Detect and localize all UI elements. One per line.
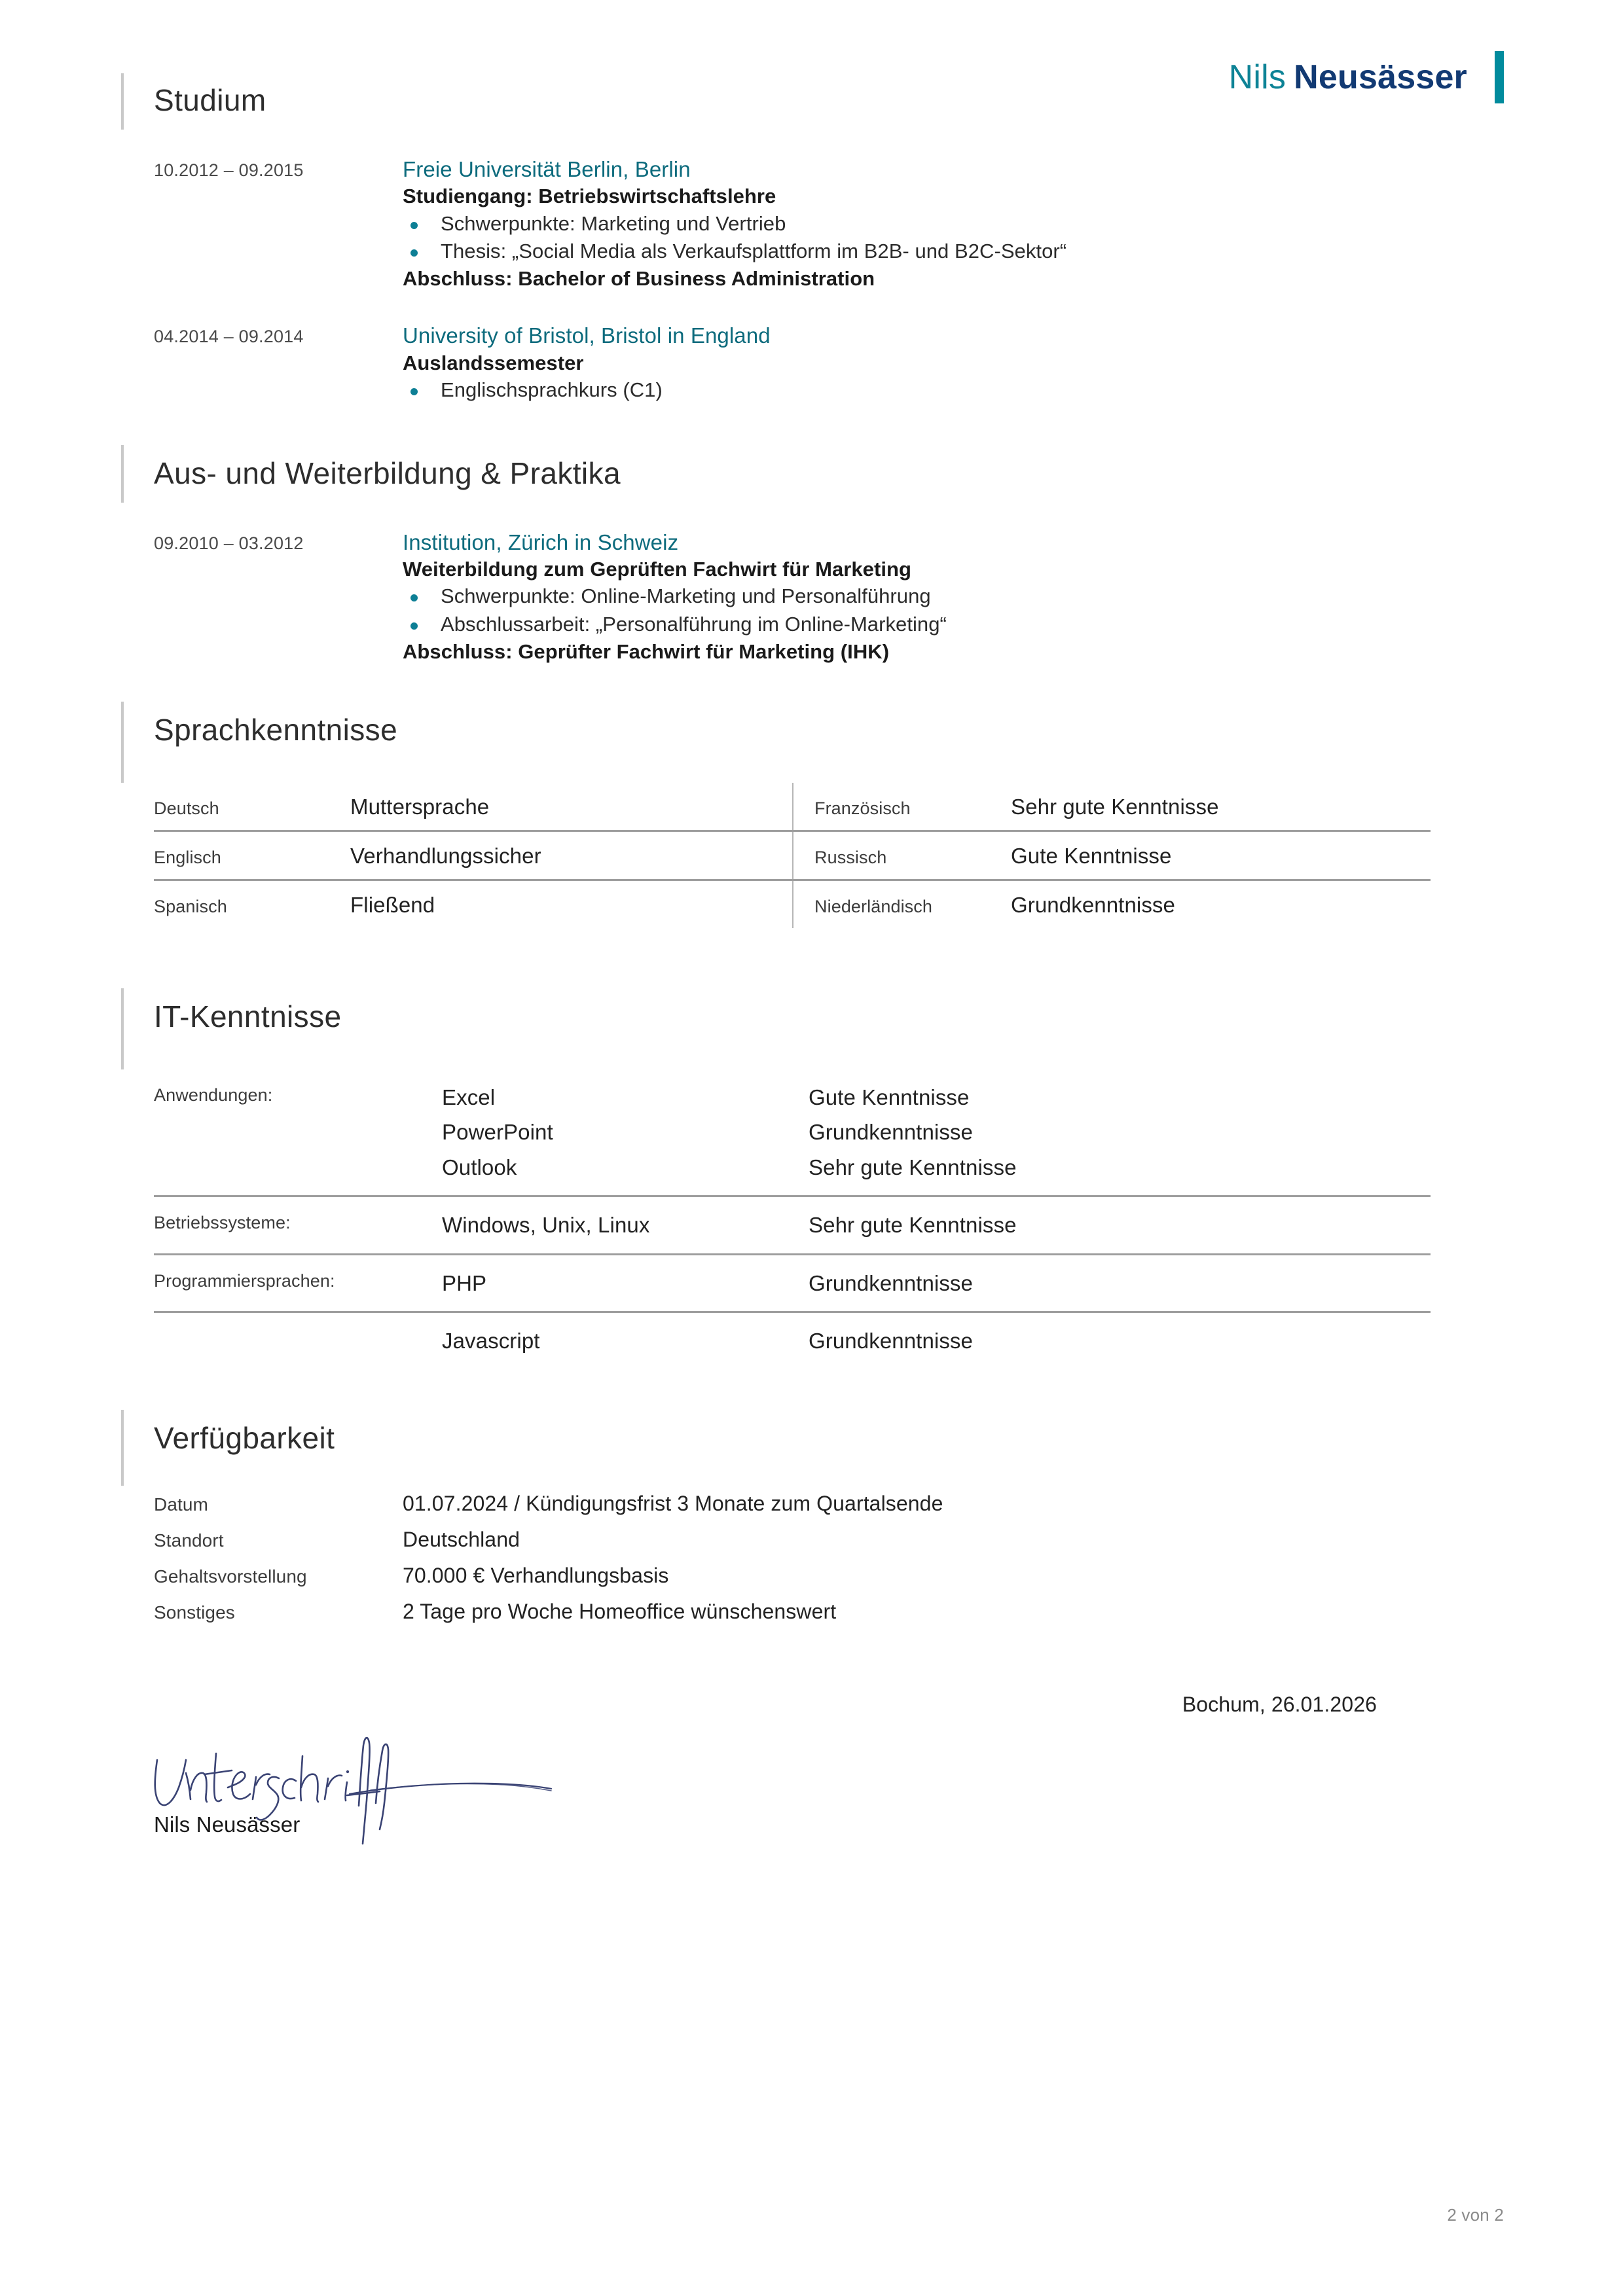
- candidate-first-name: Nils: [1228, 58, 1286, 96]
- it-category-label: Programmiersprachen:: [154, 1270, 335, 1291]
- table-row: [154, 1594, 1496, 1630]
- entry-date: 09.2010 – 03.2012: [154, 533, 304, 553]
- section-sprachkenntnisse: [121, 702, 1496, 928]
- language-name: Niederländisch: [814, 897, 932, 917]
- entry-body: [403, 322, 1496, 404]
- section-it-kenntnisse-head: [121, 988, 1496, 1069]
- section-verfuegbarkeit-head: [121, 1410, 1496, 1486]
- availability-label: Datum: [154, 1494, 208, 1515]
- language-name: Französisch: [814, 798, 911, 819]
- entry-organization: Institution, Zürich in Schweiz: [403, 529, 679, 554]
- language-name: Spanisch: [154, 897, 227, 917]
- column-divider: [792, 832, 793, 879]
- language-cell-right: [792, 832, 1431, 879]
- column-divider: [792, 783, 793, 830]
- it-category-label: Betriebssysteme:: [154, 1213, 291, 1233]
- availability-value: Deutschland: [403, 1527, 520, 1551]
- entry-bullet-list: [403, 376, 1496, 404]
- it-items: [442, 1323, 1431, 1358]
- entry-bullet-list: [403, 583, 1496, 639]
- entry-studium-0: [121, 156, 1496, 292]
- signature-printed-name: Nils Neusässer: [154, 1812, 301, 1837]
- table-row: [154, 1253, 1431, 1311]
- it-category-label: Anwendungen:: [154, 1085, 273, 1105]
- entry-degree: Abschluss: Geprüfter Fachwirt für Marketing (IHK): [403, 639, 890, 663]
- it-item: [442, 1323, 1431, 1358]
- table-row: [154, 1558, 1496, 1594]
- language-cell-left: [154, 832, 792, 879]
- availability-label: Gehaltsvorstellung: [154, 1566, 307, 1587]
- list-item: Schwerpunkte: Marketing und Vertrieb: [403, 210, 1496, 238]
- section-studium: [121, 73, 1496, 404]
- it-item-level: Grundkenntnisse: [809, 1120, 973, 1145]
- signature-block: [121, 1740, 1496, 1858]
- it-skills-table: [121, 1069, 1431, 1369]
- it-item: [442, 1150, 1431, 1185]
- it-item-name: PHP: [442, 1270, 487, 1295]
- cv-content: [121, 0, 1496, 1858]
- language-level: Sehr gute Kenntnisse: [1011, 795, 1219, 819]
- table-row: [154, 1486, 1496, 1522]
- section-it-kenntnisse: [121, 988, 1496, 1369]
- section-weiterbildung-title: Aus- und Weiterbildung & Praktika: [154, 456, 621, 490]
- entry-role: Weiterbildung zum Geprüften Fachwirt für Marketing: [403, 557, 911, 581]
- language-cell-right: [792, 881, 1431, 928]
- availability-value: 2 Tage pro Woche Homeoffice wünschenswert: [403, 1599, 837, 1623]
- table-row: [154, 1522, 1496, 1558]
- availability-table: [121, 1486, 1496, 1630]
- entry-body: [403, 156, 1496, 292]
- column-divider: [792, 881, 793, 928]
- language-name: Deutsch: [154, 798, 219, 819]
- it-item-name: Excel: [442, 1085, 496, 1110]
- section-it-kenntnisse-title: IT-Kenntnisse: [154, 999, 342, 1034]
- entry-bullet-list: [403, 210, 1496, 266]
- entry-organization: Freie Universität Berlin, Berlin: [403, 157, 691, 181]
- entry-studium-1: [121, 322, 1496, 404]
- candidate-last-name: Neusässer: [1294, 58, 1467, 96]
- availability-value: 01.07.2024 / Kündigungsfrist 3 Monate zum Quartalsende: [403, 1491, 943, 1515]
- it-item: [442, 1115, 1431, 1149]
- entry-date: 04.2014 – 09.2014: [154, 327, 304, 347]
- entry-degree: Abschluss: Bachelor of Business Administration: [403, 267, 875, 291]
- header-accent-bar: [1495, 51, 1504, 103]
- section-verfuegbarkeit-title: Verfügbarkeit: [154, 1420, 335, 1455]
- it-items: [442, 1266, 1431, 1300]
- it-category-label: [154, 1323, 442, 1358]
- section-verfuegbarkeit: [121, 1410, 1496, 1630]
- section-weiterbildung: [121, 445, 1496, 665]
- it-item-level: Sehr gute Kenntnisse: [809, 1213, 1017, 1238]
- availability-label: Sonstiges: [154, 1602, 235, 1623]
- language-cell-left: [154, 881, 792, 928]
- table-row: [154, 1311, 1431, 1369]
- entry-body: [403, 529, 1496, 665]
- table-row: [154, 783, 1431, 830]
- list-item: Schwerpunkte: Online-Marketing und Personalführung: [403, 583, 1496, 611]
- entry-weiterbildung-0: [121, 529, 1496, 665]
- section-studium-title: Studium: [154, 83, 266, 117]
- language-name: Russisch: [814, 848, 887, 868]
- language-table: [121, 783, 1431, 928]
- table-row: [154, 830, 1431, 879]
- it-item-level: Gute Kenntnisse: [809, 1085, 970, 1110]
- entry-organization: University of Bristol, Bristol in England: [403, 323, 771, 348]
- language-name: Englisch: [154, 848, 221, 868]
- table-row: [154, 879, 1431, 928]
- it-item-name: PowerPoint: [442, 1120, 553, 1145]
- language-cell-left: [154, 783, 792, 830]
- language-level: Verhandlungssicher: [350, 844, 541, 869]
- it-item-level: Grundkenntnisse: [809, 1329, 973, 1354]
- language-level: Gute Kenntnisse: [1011, 844, 1172, 869]
- page-footer: 2 von 2: [1447, 2205, 1504, 2225]
- language-cell-right: [792, 783, 1431, 830]
- it-item: [442, 1080, 1431, 1115]
- table-row: [154, 1195, 1431, 1253]
- it-item: [442, 1266, 1431, 1300]
- it-item-name: Outlook: [442, 1155, 517, 1179]
- it-item-level: Sehr gute Kenntnisse: [809, 1155, 1017, 1179]
- list-item: Abschlussarbeit: „Personalführung im Online-Marketing“: [403, 611, 1496, 639]
- section-sprachkenntnisse-head: [121, 702, 1496, 783]
- section-weiterbildung-head: [121, 445, 1496, 503]
- availability-value: 70.000 € Verhandlungsbasis: [403, 1563, 669, 1587]
- section-sprachkenntnisse-title: Sprachkenntnisse: [154, 713, 398, 747]
- language-level: Fließend: [350, 893, 435, 918]
- language-level: Muttersprache: [350, 795, 490, 819]
- it-items: [442, 1080, 1431, 1185]
- it-items: [442, 1208, 1431, 1242]
- table-row: [154, 1069, 1431, 1195]
- it-item-level: Grundkenntnisse: [809, 1270, 973, 1295]
- section-studium-head: [121, 73, 1496, 130]
- it-item: [442, 1208, 1431, 1242]
- place-and-date: Bochum, 26.01.2026: [1182, 1692, 1377, 1716]
- language-level: Grundkenntnisse: [1011, 893, 1175, 918]
- availability-label: Standort: [154, 1530, 224, 1551]
- it-item-name: Javascript: [442, 1329, 540, 1354]
- entry-date: 10.2012 – 09.2015: [154, 160, 304, 180]
- list-item: Thesis: „Social Media als Verkaufsplattform im B2B- und B2C-Sektor“: [403, 238, 1496, 266]
- entry-role: Auslandssemester: [403, 351, 584, 374]
- entry-role: Studiengang: Betriebswirtschaftslehre: [403, 185, 776, 208]
- list-item: Englischsprachkurs (C1): [403, 376, 1496, 404]
- it-item-name: Windows, Unix, Linux: [442, 1213, 650, 1238]
